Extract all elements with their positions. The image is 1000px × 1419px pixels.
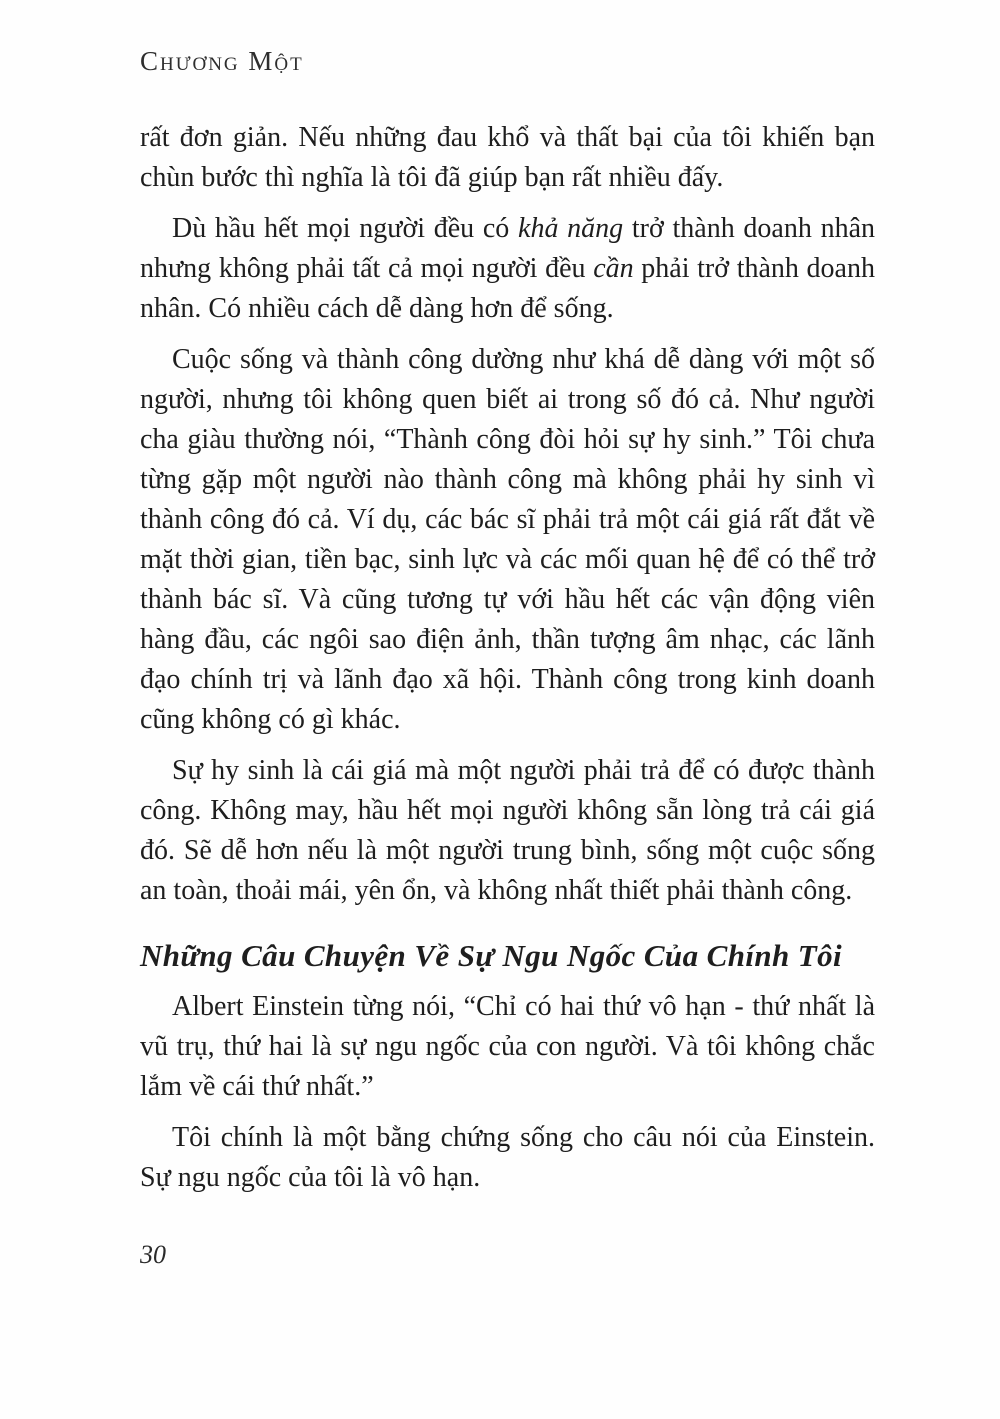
paragraph-text: rất đơn giản. Nếu những đau khổ và thất bại của tôi khiến bạn chùn bước thì nghĩa là tôi đã giúp bạn rất nhiều đấy. [140,122,875,193]
paragraph-text: phải trở thành doanh nhân. Có nhiều cách dễ dàng hơn để sống. [140,253,875,324]
chapter-running-head: Chương Một [140,46,304,76]
emphasized-term: khả năng [518,213,624,244]
paragraph [140,118,875,198]
paragraph [140,987,875,1107]
page-body [140,118,875,1198]
emphasized-term: cần [593,253,634,284]
paragraph [140,209,875,329]
paragraph-text: Albert Einstein từng nói, “Chỉ có hai thứ vô hạn - thứ nhất là vũ trụ, thứ hai là sự ngu ngốc của con người. Và tôi không chắc lắm về cái thứ nhất.” [140,991,875,1102]
paragraph [140,340,875,740]
paragraph-text: trở thành doanh nhân nhưng không phải tất cả mọi người đều [140,213,875,284]
paragraph [140,1118,875,1198]
paragraph-text: Tôi chính là một bằng chứng sống cho câu nói của Einstein. Sự ngu ngốc của tôi là vô hạn. [140,1122,875,1193]
paragraph-text: Sự hy sinh là cái giá mà một người phải trả để có được thành công. Không may, hầu hết mọi người không sẵn lòng trả cái giá đó. Sẽ dễ hơn nếu là một người trung bình, sống một cuộc sống an toàn, thoải mái, yên ổn, và không nhất thiết phải thành công. [140,755,875,906]
paragraph-text: Dù hầu hết mọi người đều có [172,213,519,244]
page-number: 30 [140,1240,166,1269]
paragraph-text: Cuộc sống và thành công dường như khá dễ dàng với một số người, nhưng tôi không quen biết ai trong số đó cả. Như người cha giàu thường nói, “Thành công đòi hỏi sự hy sinh.” Tôi chưa từng gặp một người nào thành công mà không phải hy sinh vì thành công đó cả. Ví dụ, các bác sĩ phải trả một cái giá rất đắt về mặt thời gian, tiền bạc, sinh lực và các mối quan hệ để có thể trở thành bác sĩ. Và cũng tương tự với hầu hết các vận động viên hàng đầu, các ngôi sao điện ảnh, thần tượng âm nhạc, các lãnh đạo chính trị và lãnh đạo xã hội. Thành công trong kinh doanh cũng không có gì khác. [140,344,875,735]
section-heading: Những Câu Chuyện Về Sự Ngu Ngốc Của Chính Tôi [140,938,843,973]
paragraph [140,751,875,911]
